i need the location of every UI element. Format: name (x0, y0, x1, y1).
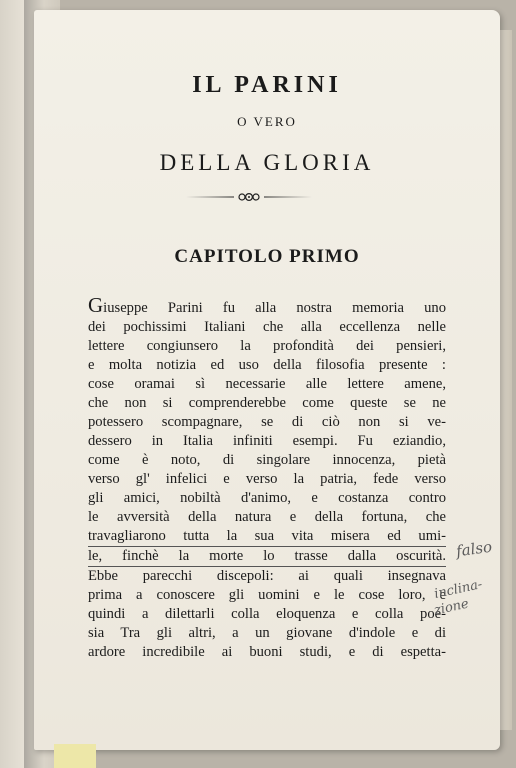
text-line: Ebbe parecchi discepoli: ai quali insegnava (88, 568, 446, 584)
text-line: come è noto, di singolare innocenza, pietà (88, 452, 446, 468)
text-line-underlined: travagliarono tutta la sua vita misera ed umi- (88, 527, 446, 547)
text-line: sia Tra gli altri, a un giovane d'indole e di (88, 625, 446, 641)
page-subtitle: O VERO (237, 114, 297, 129)
text-line: ardore incredibile ai buoni studi, e di espetta- (88, 644, 446, 660)
page-title: IL PARINI (192, 72, 342, 98)
text-line: gli amici, nobiltà d'animo, e costanza contro (88, 490, 446, 506)
text-line: lettere congiunsero la profondità dei pensieri, (88, 338, 446, 354)
bookmark-tab (54, 744, 96, 768)
body-paragraph (88, 293, 446, 662)
text-line: Giuseppe Parini fu alla nostra memoria uno (88, 293, 446, 317)
text-line: le avversità della natura e della fortuna, che (88, 509, 446, 525)
page-title-second: DELLA GLORIA (159, 150, 375, 175)
chapter-heading: CAPITOLO PRIMO (174, 246, 360, 267)
book-page (34, 10, 500, 750)
handwritten-note: falso (454, 537, 494, 561)
text-line: e molta notizia ed uso della filosofia presente : (88, 357, 446, 373)
handwritten-note: inclina- (432, 577, 484, 602)
text-line-underlined: le, finchè la morte lo trasse dalla oscurità. (88, 547, 446, 567)
ornament-divider (184, 190, 314, 204)
text-line: potessero scompagnare, se di ciò non si ve- (88, 414, 446, 430)
text-line: cose oramai sì necessarie alle lettere amene, (88, 376, 446, 392)
text-line: verso gl' infelici e verso la patria, fede verso (88, 471, 446, 487)
handwritten-note: zione (432, 596, 471, 619)
text-line: dessero in Italia infiniti esempi. Fu eziandio, (88, 433, 446, 449)
drop-cap: G (88, 293, 104, 317)
text-line: che non si comprenderebbe come queste se ne (88, 395, 446, 411)
text-line: quindi a dilettarli colla eloquenza e colla poe- (88, 606, 446, 622)
text-line: dei pochissimi Italiani che alla eccellenza nelle (88, 319, 446, 335)
text-line: prima a conoscere gli uomini e le cose loro, e (88, 587, 446, 603)
